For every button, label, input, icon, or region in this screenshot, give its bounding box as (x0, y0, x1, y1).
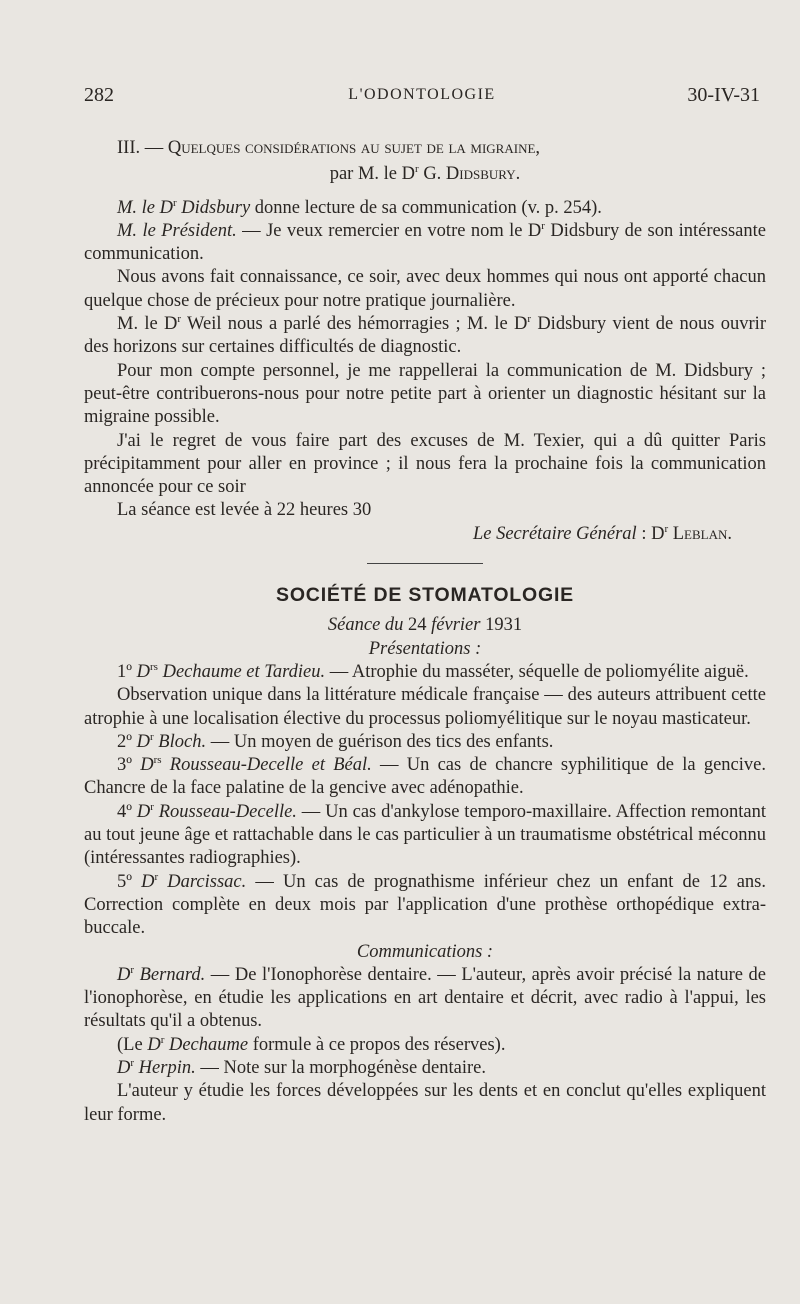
speaker: M. le D (117, 197, 173, 218)
journal-title: L'ODONTOLOGIE (348, 86, 496, 103)
item-sup: r (130, 1056, 135, 1069)
paragraph-text: — Je veux remercier en votre nom le D (236, 220, 542, 241)
speaker-name: Didsbury (176, 197, 251, 218)
communication-item (84, 1057, 766, 1080)
byline-prefix: par M. le D (329, 164, 416, 185)
paragraph-text: donne lecture de sa communication (v. p. 254). (250, 197, 602, 218)
session-year: 1931 (480, 615, 523, 636)
communications-heading: Communications : (356, 941, 494, 962)
paragraph-text: Didsbury de son intéressante communication. (84, 220, 766, 265)
presentation-item (84, 871, 766, 941)
item-number: 5º (117, 871, 142, 892)
item-sup: rs (153, 753, 162, 766)
item-authors: Bernard. (134, 964, 206, 985)
item-sup: r (130, 963, 135, 976)
title-sup: r (177, 312, 182, 325)
paragraph: La séance est levée à 22 heures 30 (117, 500, 372, 521)
item-text: — Atrophie du masséter, séquelle de poliomyélite aiguë. (325, 661, 749, 682)
page-number: 282 (84, 84, 114, 106)
speaker: M. le Président. (117, 220, 237, 241)
paragraph: Observation unique dans la littérature médicale française — des auteurs attribuent cette atrophie à une localisation élective du processus poliomyélitique sur le noyau masticateur. (84, 685, 766, 729)
paragraph: Pour mon compte personnel, je me rappellerai la communication de M. Didsbury ; peut-être contribuerons-nous pour notre petite part à orienter un diagnostic hésitant sur la migraine possible. (84, 360, 766, 428)
item-text: — Un moyen de guérison des tics des enfants. (206, 731, 554, 752)
item-title: D (136, 731, 150, 752)
item-sup: r (154, 870, 159, 883)
speaker-sup: r (173, 196, 177, 209)
presentation-item (84, 801, 766, 871)
presentation-item (84, 661, 766, 684)
signature-line (84, 523, 766, 546)
paragraph: Nous avons fait connaissance, ce soir, avec deux hommes qui nous ont apporté chacun quelque chose de précieux pour notre pratique journalière. (84, 267, 766, 311)
signature-sup: r (664, 522, 669, 535)
issue-date: 30-IV-31 (687, 84, 760, 106)
item-sup: rs (150, 660, 158, 673)
item-title: D (140, 755, 154, 776)
signature-role: Le Secrétaire Général (472, 523, 637, 544)
running-header (84, 84, 760, 114)
item-text: — Un cas de prognathisme inférieur chez un enfant de 12 ans. Correction complète en deux mois par l'application d'une prothèse orthopédique extra-buccale. (84, 871, 766, 939)
paragraph-text: M. le D (117, 314, 178, 335)
item-text: — Un cas d'ankylose temporo-maxillaire. Affection remontant au tout jeune âge et rattachable dans le cas particulier à un traumatisme obstétrical méconnu (intéressantes radiographies). (84, 801, 766, 869)
byline-sup: r (415, 163, 419, 176)
heading-number: III. — (117, 138, 168, 158)
item-number: 3º (117, 755, 141, 776)
paragraph-text: Weil nous a parlé des hémorragies ; M. le D (181, 314, 528, 335)
paragraph (84, 197, 766, 220)
presentations-heading: Présentations : (368, 638, 482, 659)
item-number: 1º (117, 661, 137, 682)
presentation-item (84, 754, 766, 801)
session-label: Séance du (327, 615, 404, 636)
item-text: — Note sur la morphogénèse dentaire. (195, 1057, 486, 1078)
paragraph (84, 220, 766, 267)
item-authors: Darcissac. (158, 871, 247, 892)
title-sup: r (541, 219, 545, 232)
item-number: 4º (117, 801, 137, 822)
section-heading (84, 137, 766, 160)
item-authors: Bloch. (153, 731, 207, 752)
note-text: formule à ce propos des réserves). (248, 1034, 506, 1055)
paragraph-text: Didsbury vient de nous ouvrir des horizons sur certaines difficultés de diagnostic. (84, 314, 766, 358)
byline-name: G. Didsbury. (418, 164, 521, 185)
session-day: 24 (403, 615, 432, 636)
paragraph (84, 313, 766, 360)
signature-name: Leblan. (668, 523, 732, 544)
title-sup: r (527, 312, 532, 325)
signature-sep: : D (636, 523, 665, 544)
item-title: D (117, 964, 131, 985)
note-name: Dechaume (164, 1034, 249, 1055)
item-text: — De l'Ionophorèse dentaire. — L'auteur, après avoir précisé la nature de l'ionophorèse, en étudie les applications en art dentaire et décrit, avec radio à l'appui, les résultats qu'il a obtenus. (84, 964, 767, 1032)
item-title: D (117, 1057, 131, 1078)
item-authors: Herpin. (134, 1057, 196, 1078)
item-title: D (141, 871, 155, 892)
paragraph: L'auteur y étudie les forces développées sur les dents et en conclut qu'elles expliquent leur forme. (84, 1081, 766, 1125)
main-text (84, 137, 766, 1127)
item-authors: Dechaume et Tardieu. (157, 661, 326, 682)
paragraph: J'ai le regret de vous faire part des excuses de M. Texier, qui a dû quitter Paris précipitamment pour aller en province ; il nous fera la prochaine fois la communication annoncée pour ce soir (84, 430, 766, 498)
note-title: D (147, 1034, 161, 1055)
item-authors: Rousseau-Decelle. (153, 801, 297, 822)
byline (84, 163, 766, 186)
communication-item (84, 964, 766, 1034)
paragraph (84, 1034, 766, 1057)
note-text: (Le (117, 1034, 148, 1055)
item-title: D (136, 801, 151, 822)
section-divider (367, 563, 483, 564)
item-sup: r (150, 800, 154, 813)
item-authors: Rousseau-Decelle et Béal. (161, 755, 372, 776)
item-text: — Un cas de chancre syphilitique de la gencive. Chancre de la face palatine de la gencive avec adénopathie. (84, 755, 766, 799)
presentation-item (84, 731, 766, 754)
session-month: février (431, 615, 481, 636)
session-date (84, 614, 766, 637)
item-sup: r (150, 730, 154, 743)
item-title: D (136, 661, 150, 682)
item-number: 2º (117, 731, 137, 752)
note-sup: r (160, 1033, 165, 1046)
heading-text: Quelques considérations au sujet de la migraine, (167, 138, 541, 158)
society-title: SOCIÉTÉ DE STOMATOLOGIE (276, 584, 574, 607)
